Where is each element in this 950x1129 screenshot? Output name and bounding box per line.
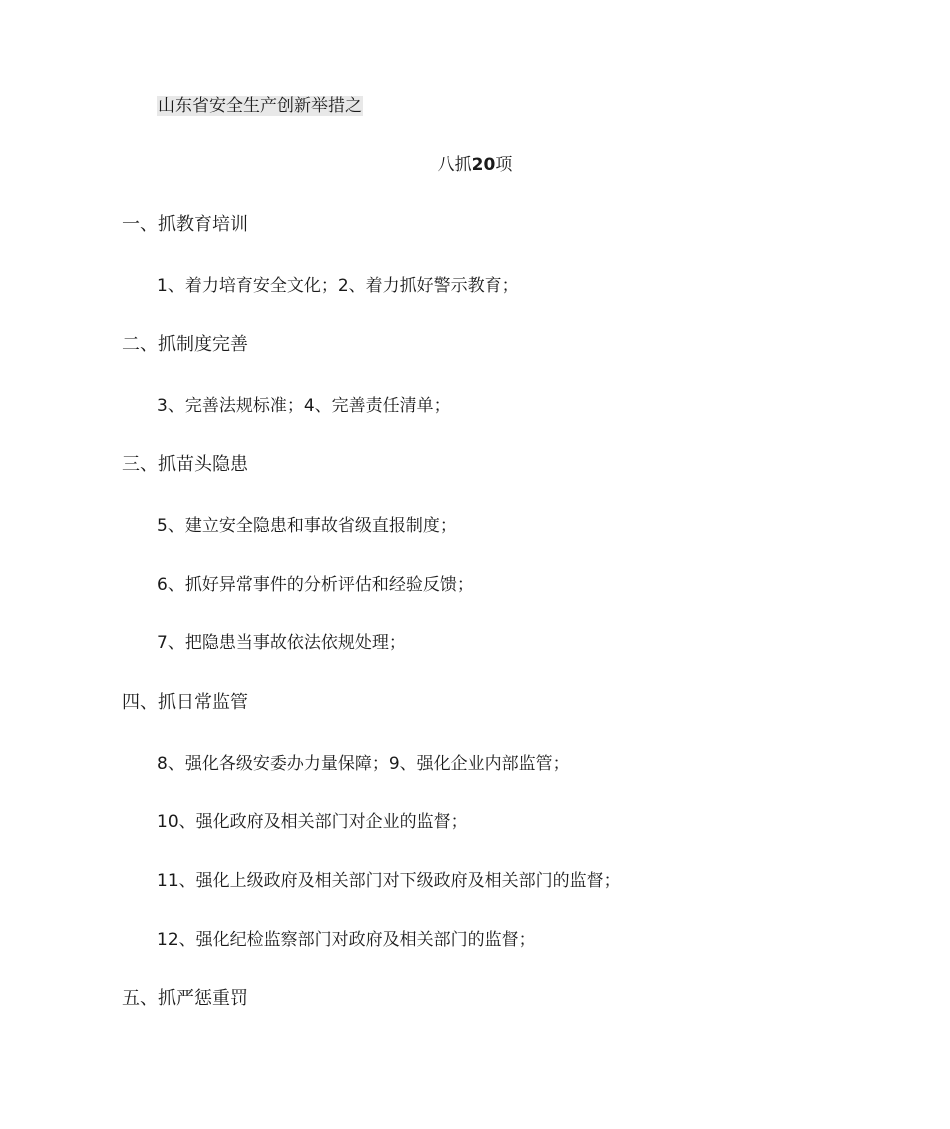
list-item: 7、把隐患当事故依法依规处理； [157, 633, 406, 653]
list-item: 12、强化纪检监察部门对政府及相关部门的监督； [157, 930, 536, 950]
list-item: 11、强化上级政府及相关部门对下级政府及相关部门的监督； [157, 871, 621, 891]
document-subtitle [0, 154, 950, 176]
list-item: 6、抓好异常事件的分析评估和经验反馈； [157, 575, 474, 595]
section-heading: 二、抓制度完善 [122, 334, 248, 355]
section-heading: 一、抓教育培训 [122, 214, 248, 235]
title-text: 山东省安全生产创新举措之 [158, 96, 362, 116]
document-title [157, 95, 363, 117]
subtitle-number: 20 [471, 155, 496, 175]
subtitle-prefix: 八抓 [437, 155, 472, 175]
section-heading: 四、抓日常监管 [122, 692, 248, 713]
list-item: 1、着力培育安全文化；2、着力抓好警示教育； [157, 276, 519, 296]
list-item: 8、强化各级安委办力量保障；9、强化企业内部监管； [157, 754, 570, 774]
subtitle-suffix: 项 [495, 155, 513, 175]
section-heading: 五、抓严惩重罚 [122, 988, 248, 1009]
section-heading: 三、抓苗头隐患 [122, 454, 248, 475]
list-item: 10、强化政府及相关部门对企业的监督； [157, 812, 468, 832]
list-item: 5、建立安全隐患和事故省级直报制度； [157, 516, 457, 536]
list-item: 3、完善法规标准；4、完善责任清单； [157, 396, 451, 416]
